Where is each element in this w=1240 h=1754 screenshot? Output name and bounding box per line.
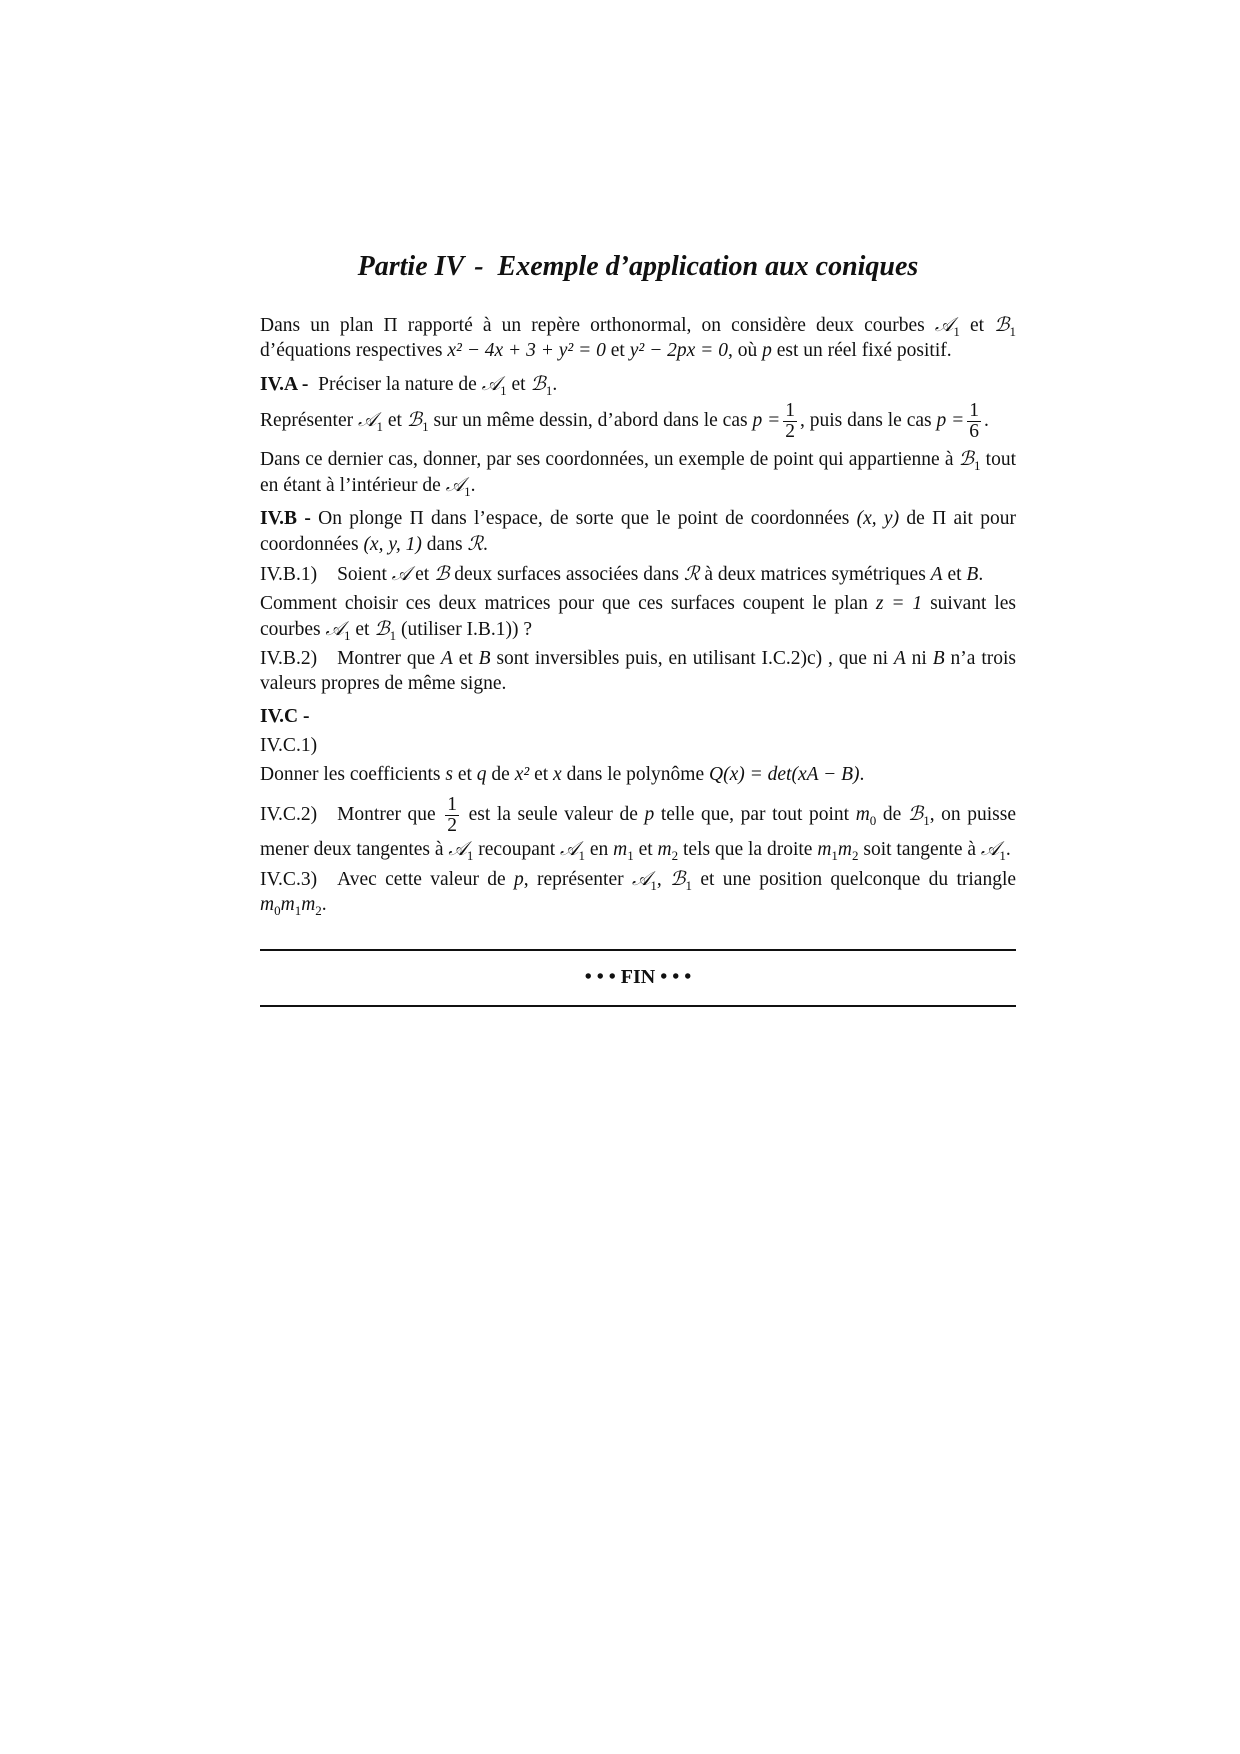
iv-b2-text-4: ni [905,648,933,669]
sub-1: 1 [466,847,474,863]
iv-b1-q-text-3: et [350,619,375,640]
iv-a-text-3: . [552,374,558,395]
fraction-numerator: 1 [969,400,980,421]
coef-q: q [476,764,487,785]
coords-xy1: (x, y, 1) [363,534,422,555]
exam-page [260,250,1016,1007]
curve-a1: 𝒜 [631,867,651,890]
point-m0: m [260,894,275,915]
sub-1: 1 [627,847,634,863]
iv-c2-text-1: Montrer que [337,803,443,825]
title-separator: - [474,251,484,282]
number-iv-c-1: IV.C.1) [260,735,318,756]
sub-1: 1 [545,382,553,398]
iv-b1-text-3: deux surfaces associées dans [449,564,684,585]
param-p: p [762,340,772,361]
curve-b1: ℬ [530,372,546,395]
iv-c1-text-5: dans le polynôme [561,764,710,785]
intro-text-6: est un réel fixé positif. [771,340,952,361]
curve-a1: 𝒜 [358,407,377,431]
sub-0: 0 [274,902,281,918]
question-iv-c-1-number [260,733,1016,758]
matrix-a: A [440,648,453,669]
p-equals: p = [936,409,965,431]
sub-2: 2 [315,902,322,918]
intro-paragraph [260,312,1016,363]
iv-c2-text-8: et [633,839,658,860]
iv-a-example-text-3: . [470,475,476,496]
curve-a1: 𝒜 [560,837,579,860]
sub-1: 1 [422,418,429,434]
sub-2: 2 [671,847,679,863]
curve-a1: 𝒜 [325,617,344,640]
fraction-denominator: 6 [969,421,980,442]
curve-b1: ℬ [406,407,423,431]
sub-2: 2 [852,847,859,863]
question-iv-c-3 [260,866,1016,917]
intro-text-2: et [959,315,995,336]
matrix-b: B [966,564,979,585]
coords-xy: (x, y) [856,508,900,529]
sub-1: 1 [831,847,838,863]
sub-1: 1 [343,627,351,643]
fraction-one-half [445,795,459,836]
param-p: p [644,803,655,825]
number-iv-c-2: IV.C.2) [260,803,318,825]
sub-1: 1 [294,902,302,918]
iv-b-1-question [260,591,1016,642]
sub-1: 1 [389,627,397,643]
iv-a-represent [260,401,1016,442]
x-squared: x² [514,764,530,785]
surface-b: ℬ [434,562,450,585]
equation-1: x² − 4x + 3 + y² = 0 [447,340,606,361]
iv-a-example-text-2: tout en étant à l’intérieur de [260,449,1016,496]
intro-text-3: d’équations respectives [260,340,448,361]
sub-1: 1 [376,418,383,434]
point-m1: m [280,894,295,915]
iv-b1-q-text-4: (utiliser I.B.1)) ? [396,619,533,640]
sub-0: 0 [869,812,877,828]
curve-b1: ℬ [958,447,974,470]
title-subtitle: Exemple d’application aux coniques [497,251,919,282]
question-iv-b-2 [260,646,1016,696]
point-m1: m [613,839,628,860]
fraction-one-half [783,401,797,442]
point-m2: m [657,839,672,860]
iv-b2-text-1: Montrer que [337,648,441,669]
matrix-b: B [478,648,491,669]
curve-a1: 𝒜 [481,372,501,395]
fraction-denominator: 2 [785,421,796,442]
number-iv-b-1: IV.B.1) [260,564,318,585]
curve-b1: ℬ [907,801,924,825]
intro-text-5: , où [727,340,763,361]
iv-c2-text-5: , on puisse mener deux tangentes à [260,803,1016,860]
matrix-a: A [930,564,943,585]
intro-text-4: et [605,340,630,361]
iv-a-represent-text-3: sur un même dessin, d’abord dans le cas [428,409,753,431]
iv-a-represent-text-5: . [984,409,989,431]
iv-c2-text-11: . [1005,839,1011,860]
iv-b1-text-4: à deux matrices symétriques [699,564,931,585]
iv-b1-text-2: et [410,564,435,585]
curve-b1: ℬ [670,867,686,890]
sub-1: 1 [974,457,981,473]
top-rule [260,949,1016,951]
number-iv-c-3: IV.C.3) [260,869,318,890]
iv-c2-text-10: soit tangente à [858,839,981,860]
coef-s: s [445,764,453,785]
section-title [260,250,1016,284]
iv-b1-q-text-1: Comment choisir ces deux matrices pour que ces surfaces coupent le plan [260,593,876,614]
iv-a-example-point [260,446,1016,498]
space-r: ℛ [467,532,483,555]
iv-b1-q-text-2: suivant les courbes [260,593,1016,640]
iv-c3-text-1: Avec cette valeur de [337,869,515,890]
iv-b-text-2: de Π ait pour coordonnées [260,508,1016,555]
surface-a: 𝒜 [391,562,411,585]
question-iv-c-1 [260,762,1016,787]
iv-c1-text-3: de [486,764,515,785]
equation-2: y² − 2px = 0 [629,340,728,361]
iv-a-represent-text-4: , puis dans le cas [800,409,937,431]
question-iv-b-1 [260,561,1016,587]
intro-text-1: Dans un plan Π rapporté à un repère orthonormal, on considère deux courbes [260,315,935,336]
sub-1: 1 [953,323,960,339]
iv-b1-text-1: Soient [337,564,392,585]
point-m0: m [855,803,870,825]
spacer [260,925,1016,949]
question-iv-a [260,371,1016,397]
sub-1: 1 [685,877,692,893]
matrix-a: A [893,648,906,669]
number-iv-b-2: IV.B.2) [260,648,318,669]
var-x: x [553,764,562,785]
iv-a-text-1: Préciser la nature de [318,374,482,395]
iv-c2-text-2: est la seule valeur de [462,803,645,825]
sub-1: 1 [578,847,585,863]
iv-b2-text-5: n’a trois valeurs propres de même signe. [260,648,1016,694]
fin-marker: • • • FIN • • • [584,966,692,988]
sub-1: 1 [464,483,471,499]
iv-b-text-4: . [482,534,488,555]
question-iv-c [260,704,1016,729]
bottom-rule [260,1005,1016,1007]
curve-a1: 𝒜 [445,473,465,496]
iv-b-text-3: dans [421,534,468,555]
iv-a-represent-text-1: Représenter [260,409,358,431]
iv-b2-text-2: et [452,648,479,669]
iv-b1-text-6: . [978,564,984,585]
p-equals: p = [752,409,781,431]
label-iv-c: IV.C - [260,706,310,727]
iv-c2-text-4: de [876,803,908,825]
curve-b1: ℬ [374,617,390,640]
iv-c3-text-3: , [656,869,671,890]
iv-c2-text-6: recoupant [473,839,561,860]
iv-b2-text-3: sont inversibles puis, en utilisant I.C.2)c) , que ni [490,648,894,669]
polynomial-q: Q(x) = det(xA − B) [709,764,860,785]
param-p: p [514,869,524,890]
curve-a1: 𝒜 [934,313,954,336]
curve-b1: ℬ [994,313,1010,336]
sub-1: 1 [1009,323,1016,339]
iv-a-represent-text-2: et [382,409,407,431]
iv-c3-text-4: et une position quelconque du triangle [691,869,1017,890]
sub-1: 1 [999,847,1006,863]
point-m1: m [817,839,832,860]
space-r: ℛ [683,562,700,585]
title-part: Partie IV [357,251,465,282]
matrix-b: B [932,648,945,669]
iv-c1-text-1: Donner les coefficients [260,764,446,785]
iv-c1-text-4: et [529,764,554,785]
point-m2: m [837,839,852,860]
iv-c3-text-5: . [321,894,327,915]
iv-a-text-2: et [506,374,531,395]
iv-b1-text-5: et [942,564,967,585]
iv-b-text-1: On plonge Π dans l’espace, de sorte que le point de coordonnées [310,508,857,529]
plane-z1: z = 1 [875,593,923,614]
iv-c1-text-6: . [859,764,865,785]
curve-a1: 𝒜 [980,837,1000,860]
fraction-numerator: 1 [785,400,796,421]
iv-c1-text-2: et [452,764,477,785]
point-m2: m [301,894,316,915]
fraction-denominator: 2 [447,815,458,836]
question-iv-c-2 [260,795,1016,862]
question-iv-b [260,506,1016,557]
curve-a1: 𝒜 [448,837,467,860]
sub-1: 1 [650,877,657,893]
label-iv-b: IV.B - [260,508,311,529]
fraction-numerator: 1 [447,794,458,815]
iv-a-example-text-1: Dans ce dernier cas, donner, par ses coordonnées, un exemple de point qui appartienne à [260,449,959,470]
sub-1: 1 [500,382,507,398]
iv-c3-text-2: , représenter [523,869,632,890]
iv-c2-text-9: tels que la droite [678,839,818,860]
sub-1: 1 [923,812,930,828]
iv-c2-text-3: telle que, par tout point [654,803,856,825]
iv-c2-text-7: en [584,839,614,860]
label-iv-a: IV.A - [260,374,309,395]
fraction-one-sixth [967,401,981,442]
